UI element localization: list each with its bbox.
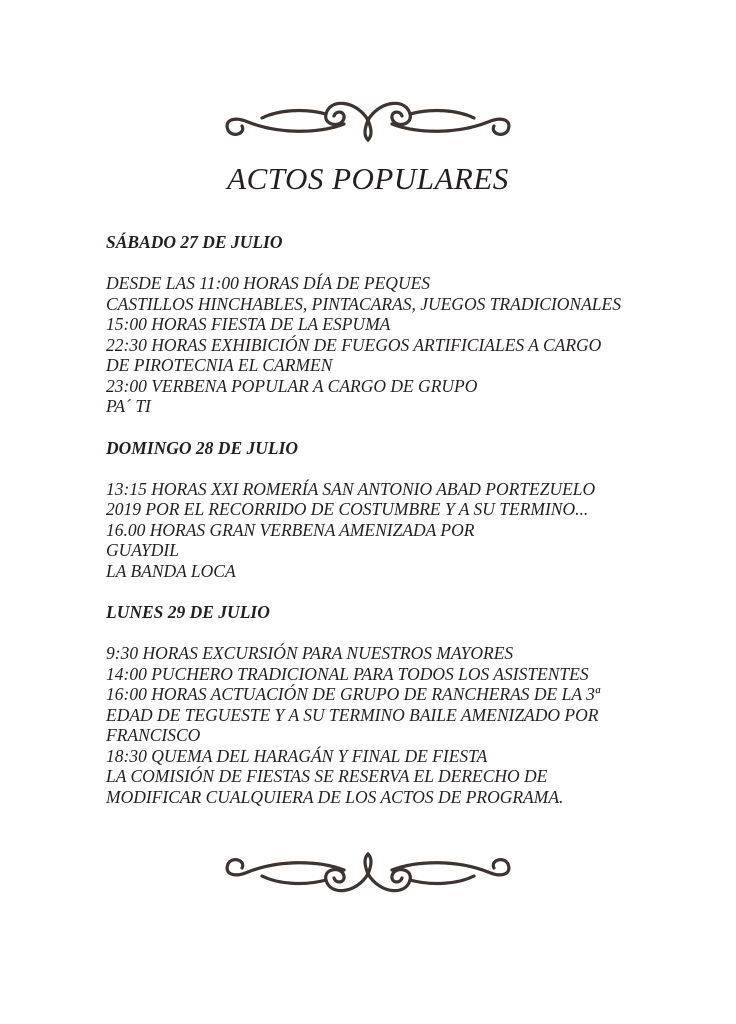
event-line: 23:00 VERBENA POPULAR A CARGO DE GRUPO: [106, 375, 478, 396]
scroll-ornament-svg: [218, 90, 518, 146]
section-sunday: [106, 438, 686, 582]
section-saturday: [106, 232, 686, 417]
event-line: DESDE LAS 11:00 HORAS DÍA DE PEQUES: [106, 273, 431, 293]
section-gap: [106, 417, 686, 438]
event-line: 13:15 HORAS XXI ROMERÍA SAN ANTONIO ABAD PORTEZUELO: [106, 478, 596, 499]
event-line: 22:30 HORAS EXHIBICIÓN DE FUEGOS ARTIFICIALES A CARGO: [106, 334, 602, 355]
event-line: LA COMISIÓN DE FIESTAS SE RESERVA EL DERECHO DE: [106, 766, 548, 786]
event-line: 2019 POR EL RECORRIDO DE COSTUMBRE Y A SU TERMINO...: [106, 499, 589, 519]
event-line: 9:30 HORAS EXCURSIÓN PARA NUESTROS MAYORES: [106, 643, 514, 663]
event-line: 14:00 PUCHERO TRADICIONAL PARA TODOS LOS ASISTENTES: [106, 663, 589, 684]
day-heading: SÁBADO 27 DE JULIO: [106, 232, 283, 252]
event-line: GUAYDIL: [106, 540, 179, 560]
event-line: CASTILLOS HINCHABLES, PINTACARAS, JUEGOS TRADICIONALES: [106, 293, 621, 314]
day-heading: DOMINGO 28 DE JULIO: [106, 437, 299, 458]
section-monday: [106, 602, 686, 807]
scroll-ornament-svg: [218, 848, 518, 904]
event-line: 15:00 HORAS FIESTA DE LA ESPUMA: [106, 314, 391, 334]
event-line: 18:30 QUEMA DEL HARAGÁN Y FINAL DE FIESTA: [106, 745, 488, 766]
event-line: DE PIROTECNIA EL CARMEN: [106, 355, 333, 375]
day-heading: LUNES 29 DE JULIO: [106, 602, 270, 622]
event-line: 16:00 HORAS ACTUACIÓN DE GRUPO DE RANCHERAS DE LA 3ª: [106, 684, 600, 704]
page-title: ACTOS POPULARES: [227, 161, 509, 196]
top-scroll-ornament-icon: [218, 90, 518, 146]
event-line: MODIFICAR CUALQUIERA DE LOS ACTOS DE PROGRAMA.: [106, 786, 564, 807]
program-content: [106, 232, 686, 807]
event-line: FRANCISCO: [106, 725, 201, 745]
event-line: LA BANDA LOCA: [106, 560, 236, 581]
section-gap: [106, 581, 686, 602]
bottom-scroll-ornament-icon: [218, 848, 518, 904]
event-line: 16.00 HORAS GRAN VERBENA AMENIZADA POR: [106, 519, 475, 540]
event-line: PA´ TI: [106, 396, 151, 416]
event-line: EDAD DE TEGUESTE Y A SU TERMINO BAILE AMENIZADO POR: [106, 704, 599, 725]
